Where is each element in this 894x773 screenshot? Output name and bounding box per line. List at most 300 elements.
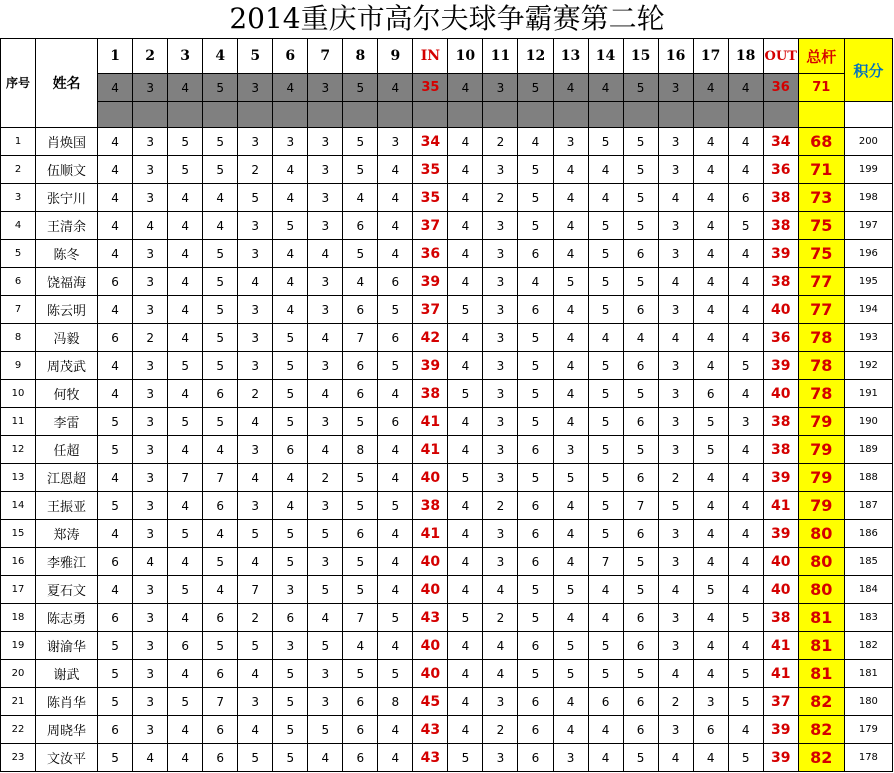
hole-score: 5 bbox=[168, 352, 203, 380]
hole-score: 5 bbox=[238, 632, 273, 660]
hole-score: 2 bbox=[483, 492, 518, 520]
hole-score: 3 bbox=[133, 296, 168, 324]
hole-score: 5 bbox=[588, 212, 623, 240]
hole-score: 5 bbox=[518, 604, 553, 632]
hole-score: 5 bbox=[273, 660, 308, 688]
seq-cell: 18 bbox=[1, 604, 36, 632]
hole-score: 4 bbox=[693, 660, 728, 688]
hole-score: 6 bbox=[623, 632, 658, 660]
seq-cell: 9 bbox=[1, 352, 36, 380]
player-name: 冯毅 bbox=[36, 324, 98, 352]
table-row bbox=[1, 660, 893, 688]
player-rows bbox=[1, 128, 893, 772]
hole-score: 3 bbox=[133, 380, 168, 408]
total-score: 75 bbox=[798, 240, 844, 268]
table-row bbox=[1, 548, 893, 576]
hole-score: 4 bbox=[693, 464, 728, 492]
in-score: 37 bbox=[413, 296, 448, 324]
hole-score: 6 bbox=[203, 716, 238, 744]
hole-score: 3 bbox=[483, 436, 518, 464]
hole-score: 5 bbox=[588, 632, 623, 660]
hole-score: 4 bbox=[448, 660, 483, 688]
blank-cell bbox=[448, 102, 483, 128]
hole-score: 4 bbox=[728, 548, 763, 576]
hole-score: 4 bbox=[693, 604, 728, 632]
seq-cell: 10 bbox=[1, 380, 36, 408]
hole-score: 3 bbox=[133, 464, 168, 492]
hole-score: 6 bbox=[518, 436, 553, 464]
hole-score: 6 bbox=[623, 716, 658, 744]
hole-score: 5 bbox=[623, 744, 658, 772]
out-score: 40 bbox=[763, 296, 798, 324]
total-header: 总杆 bbox=[798, 39, 844, 74]
player-name: 肖焕国 bbox=[36, 128, 98, 156]
hole-score: 6 bbox=[98, 716, 133, 744]
hole-score: 3 bbox=[553, 436, 588, 464]
hole-score: 5 bbox=[273, 548, 308, 576]
out-score: 41 bbox=[763, 492, 798, 520]
hole-score: 2 bbox=[308, 464, 343, 492]
hole-score: 3 bbox=[133, 128, 168, 156]
hole-score: 4 bbox=[448, 156, 483, 184]
blank-cell bbox=[203, 102, 238, 128]
player-name: 任超 bbox=[36, 436, 98, 464]
hole-score: 3 bbox=[693, 688, 728, 716]
hole-score: 5 bbox=[518, 576, 553, 604]
hole-score: 4 bbox=[728, 492, 763, 520]
player-name: 周晓华 bbox=[36, 716, 98, 744]
hole-score: 4 bbox=[728, 268, 763, 296]
table-row bbox=[1, 436, 893, 464]
points-cell: 199 bbox=[844, 156, 892, 184]
hole-score: 5 bbox=[588, 128, 623, 156]
hole-score: 3 bbox=[308, 128, 343, 156]
hole-score: 6 bbox=[343, 380, 378, 408]
out-score: 38 bbox=[763, 436, 798, 464]
hole-score: 3 bbox=[308, 156, 343, 184]
hole-score: 3 bbox=[273, 632, 308, 660]
hole-score: 5 bbox=[518, 212, 553, 240]
seq-cell: 15 bbox=[1, 520, 36, 548]
hole-score: 6 bbox=[98, 324, 133, 352]
points-cell: 183 bbox=[844, 604, 892, 632]
player-name: 伍顺文 bbox=[36, 156, 98, 184]
blank-cell bbox=[553, 102, 588, 128]
hole-score: 4 bbox=[553, 240, 588, 268]
hole-score: 3 bbox=[238, 436, 273, 464]
hole-score: 5 bbox=[273, 352, 308, 380]
hole-score: 5 bbox=[98, 688, 133, 716]
hole-score: 6 bbox=[343, 212, 378, 240]
points-cell: 180 bbox=[844, 688, 892, 716]
hole-score: 6 bbox=[98, 604, 133, 632]
hole-score: 3 bbox=[483, 324, 518, 352]
hole-score: 5 bbox=[98, 436, 133, 464]
hole-score: 5 bbox=[98, 492, 133, 520]
hole-score: 3 bbox=[483, 240, 518, 268]
hole-score: 4 bbox=[553, 352, 588, 380]
hole-score: 3 bbox=[238, 128, 273, 156]
blank-cell bbox=[343, 102, 378, 128]
hole-score: 7 bbox=[238, 576, 273, 604]
hole-score: 5 bbox=[623, 268, 658, 296]
hole-score: 5 bbox=[343, 240, 378, 268]
blank-cell bbox=[844, 102, 892, 128]
blank-cell bbox=[273, 102, 308, 128]
hole-score: 4 bbox=[448, 268, 483, 296]
hole-score: 4 bbox=[378, 212, 413, 240]
hole-score: 5 bbox=[378, 352, 413, 380]
total-score: 80 bbox=[798, 576, 844, 604]
hole-score: 5 bbox=[448, 604, 483, 632]
hole-score: 6 bbox=[343, 296, 378, 324]
blank-cell bbox=[658, 102, 693, 128]
table-row bbox=[1, 520, 893, 548]
hole-score: 3 bbox=[133, 604, 168, 632]
seq-cell: 4 bbox=[1, 212, 36, 240]
player-name: 何牧 bbox=[36, 380, 98, 408]
seq-cell: 16 bbox=[1, 548, 36, 576]
table-row bbox=[1, 240, 893, 268]
out-score: 38 bbox=[763, 604, 798, 632]
hole-score: 6 bbox=[518, 520, 553, 548]
hole-score: 4 bbox=[448, 492, 483, 520]
hole-score: 4 bbox=[203, 212, 238, 240]
hole-score: 6 bbox=[623, 408, 658, 436]
hole-score: 5 bbox=[238, 184, 273, 212]
seq-header: 序号 bbox=[1, 39, 36, 128]
in-score: 45 bbox=[413, 688, 448, 716]
hole-score: 5 bbox=[203, 268, 238, 296]
out-header: OUT bbox=[763, 39, 798, 74]
hole-score: 5 bbox=[343, 464, 378, 492]
hole-score: 5 bbox=[168, 408, 203, 436]
hole-header: 13 bbox=[553, 39, 588, 74]
table-row bbox=[1, 268, 893, 296]
hole-score: 4 bbox=[728, 436, 763, 464]
total-score: 82 bbox=[798, 744, 844, 772]
seq-cell: 21 bbox=[1, 688, 36, 716]
hole-score: 5 bbox=[308, 520, 343, 548]
hole-score: 6 bbox=[203, 492, 238, 520]
hole-score: 5 bbox=[518, 324, 553, 352]
hole-score: 3 bbox=[133, 268, 168, 296]
hole-score: 2 bbox=[483, 184, 518, 212]
hole-score: 6 bbox=[518, 716, 553, 744]
blank-cell bbox=[378, 102, 413, 128]
total-score: 71 bbox=[798, 156, 844, 184]
hole-score: 5 bbox=[553, 268, 588, 296]
hole-score: 4 bbox=[693, 212, 728, 240]
table-row bbox=[1, 352, 893, 380]
hole-score: 7 bbox=[343, 604, 378, 632]
hole-score: 4 bbox=[728, 380, 763, 408]
hole-score: 4 bbox=[98, 240, 133, 268]
total-score: 68 bbox=[798, 128, 844, 156]
hole-score: 4 bbox=[658, 744, 693, 772]
hole-score: 4 bbox=[133, 744, 168, 772]
hole-score: 5 bbox=[203, 128, 238, 156]
hole-score: 4 bbox=[98, 296, 133, 324]
hole-score: 5 bbox=[728, 660, 763, 688]
hole-score: 4 bbox=[343, 632, 378, 660]
seq-cell: 11 bbox=[1, 408, 36, 436]
hole-score: 4 bbox=[98, 380, 133, 408]
table-row bbox=[1, 604, 893, 632]
hole-score: 4 bbox=[273, 184, 308, 212]
hole-score: 4 bbox=[483, 632, 518, 660]
hole-score: 4 bbox=[168, 548, 203, 576]
hole-score: 3 bbox=[483, 464, 518, 492]
hole-score: 5 bbox=[343, 156, 378, 184]
hole-score: 4 bbox=[168, 744, 203, 772]
hole-score: 4 bbox=[168, 436, 203, 464]
hole-score: 4 bbox=[378, 184, 413, 212]
hole-score: 3 bbox=[308, 688, 343, 716]
hole-score: 4 bbox=[98, 128, 133, 156]
points-cell: 188 bbox=[844, 464, 892, 492]
hole-score: 5 bbox=[343, 576, 378, 604]
hole-score: 4 bbox=[448, 240, 483, 268]
hole-score: 6 bbox=[343, 716, 378, 744]
hole-score: 6 bbox=[518, 296, 553, 324]
hole-score: 4 bbox=[168, 212, 203, 240]
in-score: 43 bbox=[413, 716, 448, 744]
hole-score: 4 bbox=[728, 156, 763, 184]
hole-score: 5 bbox=[518, 408, 553, 436]
points-cell: 193 bbox=[844, 324, 892, 352]
hole-score: 3 bbox=[133, 688, 168, 716]
out-score: 39 bbox=[763, 716, 798, 744]
hole-score: 4 bbox=[343, 268, 378, 296]
hole-score: 4 bbox=[98, 520, 133, 548]
total-score: 82 bbox=[798, 716, 844, 744]
blank-cell bbox=[623, 102, 658, 128]
hole-score: 3 bbox=[483, 156, 518, 184]
hole-score: 4 bbox=[448, 548, 483, 576]
hole-score: 3 bbox=[658, 436, 693, 464]
hole-score: 3 bbox=[133, 408, 168, 436]
hole-score: 5 bbox=[203, 352, 238, 380]
player-name: 饶福海 bbox=[36, 268, 98, 296]
hole-score: 4 bbox=[693, 240, 728, 268]
hole-score: 4 bbox=[728, 716, 763, 744]
seq-cell: 6 bbox=[1, 268, 36, 296]
par-cell: 3 bbox=[133, 74, 168, 102]
hole-score: 4 bbox=[308, 604, 343, 632]
hole-header: 15 bbox=[623, 39, 658, 74]
seq-cell: 1 bbox=[1, 128, 36, 156]
hole-score: 5 bbox=[553, 464, 588, 492]
hole-score: 4 bbox=[553, 408, 588, 436]
hole-score: 4 bbox=[728, 128, 763, 156]
hole-score: 4 bbox=[98, 352, 133, 380]
table-row bbox=[1, 128, 893, 156]
par-cell: 4 bbox=[378, 74, 413, 102]
hole-score: 3 bbox=[308, 184, 343, 212]
hole-score: 6 bbox=[378, 324, 413, 352]
player-name: 谢武 bbox=[36, 660, 98, 688]
hole-score: 6 bbox=[728, 184, 763, 212]
hole-score: 6 bbox=[623, 240, 658, 268]
hole-score: 4 bbox=[693, 352, 728, 380]
hole-score: 4 bbox=[273, 296, 308, 324]
blank-cell bbox=[693, 102, 728, 128]
hole-score: 2 bbox=[658, 464, 693, 492]
hole-score: 5 bbox=[98, 408, 133, 436]
points-cell: 181 bbox=[844, 660, 892, 688]
hole-score: 5 bbox=[588, 660, 623, 688]
hole-score: 4 bbox=[448, 408, 483, 436]
hole-score: 3 bbox=[133, 716, 168, 744]
hole-score: 4 bbox=[168, 240, 203, 268]
hole-score: 3 bbox=[308, 212, 343, 240]
name-header: 姓名 bbox=[36, 39, 98, 128]
hole-score: 5 bbox=[203, 240, 238, 268]
total-score: 78 bbox=[798, 324, 844, 352]
in-score: 34 bbox=[413, 128, 448, 156]
hole-score: 2 bbox=[658, 688, 693, 716]
hole-score: 5 bbox=[588, 492, 623, 520]
points-cell: 178 bbox=[844, 744, 892, 772]
hole-score: 4 bbox=[308, 240, 343, 268]
hole-score: 6 bbox=[203, 744, 238, 772]
hole-score: 5 bbox=[693, 576, 728, 604]
hole-score: 3 bbox=[308, 408, 343, 436]
hole-score: 5 bbox=[518, 464, 553, 492]
hole-score: 4 bbox=[168, 268, 203, 296]
hole-score: 4 bbox=[168, 380, 203, 408]
hole-score: 3 bbox=[658, 352, 693, 380]
hole-score: 4 bbox=[378, 464, 413, 492]
in-score: 40 bbox=[413, 548, 448, 576]
hole-score: 4 bbox=[203, 576, 238, 604]
blank-row bbox=[1, 102, 893, 128]
hole-header: 6 bbox=[273, 39, 308, 74]
points-cell: 187 bbox=[844, 492, 892, 520]
hole-score: 5 bbox=[203, 632, 238, 660]
hole-score: 4 bbox=[553, 548, 588, 576]
player-name: 张宁川 bbox=[36, 184, 98, 212]
hole-score: 3 bbox=[658, 212, 693, 240]
out-score: 36 bbox=[763, 156, 798, 184]
hole-score: 5 bbox=[658, 492, 693, 520]
in-score: 40 bbox=[413, 576, 448, 604]
hole-score: 3 bbox=[133, 436, 168, 464]
hole-score: 4 bbox=[98, 212, 133, 240]
hole-header: 12 bbox=[518, 39, 553, 74]
table-row bbox=[1, 184, 893, 212]
hole-score: 4 bbox=[238, 716, 273, 744]
hole-score: 3 bbox=[553, 744, 588, 772]
hole-score: 4 bbox=[203, 520, 238, 548]
hole-score: 5 bbox=[168, 128, 203, 156]
hole-header: 3 bbox=[168, 39, 203, 74]
hole-score: 5 bbox=[343, 548, 378, 576]
hole-score: 3 bbox=[133, 492, 168, 520]
hole-score: 5 bbox=[623, 380, 658, 408]
hole-header: 11 bbox=[483, 39, 518, 74]
hole-score: 3 bbox=[238, 324, 273, 352]
par-cell: 4 bbox=[448, 74, 483, 102]
score-table bbox=[0, 38, 893, 772]
hole-score: 8 bbox=[343, 436, 378, 464]
par-cell: 4 bbox=[273, 74, 308, 102]
hole-score: 4 bbox=[168, 324, 203, 352]
hole-score: 3 bbox=[133, 184, 168, 212]
hole-score: 3 bbox=[658, 408, 693, 436]
in-score: 40 bbox=[413, 632, 448, 660]
hole-score: 4 bbox=[308, 436, 343, 464]
hole-score: 4 bbox=[693, 128, 728, 156]
hole-score: 4 bbox=[378, 156, 413, 184]
in-header: IN bbox=[413, 39, 448, 74]
hole-score: 4 bbox=[553, 688, 588, 716]
par-cell: 4 bbox=[168, 74, 203, 102]
player-name: 陈肖华 bbox=[36, 688, 98, 716]
hole-score: 6 bbox=[518, 688, 553, 716]
hole-score: 4 bbox=[588, 156, 623, 184]
points-cell: 182 bbox=[844, 632, 892, 660]
table-row bbox=[1, 688, 893, 716]
hole-score: 4 bbox=[693, 156, 728, 184]
hole-score: 3 bbox=[238, 352, 273, 380]
hole-score: 5 bbox=[623, 548, 658, 576]
in-score: 42 bbox=[413, 324, 448, 352]
hole-score: 2 bbox=[483, 128, 518, 156]
hole-score: 3 bbox=[238, 688, 273, 716]
hole-score: 5 bbox=[518, 156, 553, 184]
hole-score: 4 bbox=[658, 268, 693, 296]
hole-score: 5 bbox=[308, 632, 343, 660]
hole-score: 5 bbox=[273, 212, 308, 240]
hole-score: 3 bbox=[483, 548, 518, 576]
seq-cell: 7 bbox=[1, 296, 36, 324]
out-score: 40 bbox=[763, 576, 798, 604]
hole-score: 4 bbox=[448, 632, 483, 660]
total-score: 81 bbox=[798, 660, 844, 688]
hole-score: 4 bbox=[448, 436, 483, 464]
hole-score: 4 bbox=[343, 184, 378, 212]
hole-score: 5 bbox=[623, 576, 658, 604]
par-in-cell: 35 bbox=[413, 74, 448, 102]
hole-score: 4 bbox=[728, 576, 763, 604]
hole-score: 6 bbox=[693, 380, 728, 408]
out-score: 39 bbox=[763, 744, 798, 772]
hole-score: 5 bbox=[98, 660, 133, 688]
player-name: 陈云明 bbox=[36, 296, 98, 324]
hole-score: 2 bbox=[483, 604, 518, 632]
hole-score: 3 bbox=[133, 632, 168, 660]
hole-score: 2 bbox=[238, 380, 273, 408]
hole-score: 4 bbox=[728, 324, 763, 352]
seq-cell: 19 bbox=[1, 632, 36, 660]
hole-score: 6 bbox=[623, 688, 658, 716]
in-score: 35 bbox=[413, 184, 448, 212]
hole-score: 5 bbox=[518, 184, 553, 212]
seq-cell: 17 bbox=[1, 576, 36, 604]
hole-score: 5 bbox=[623, 128, 658, 156]
out-score: 40 bbox=[763, 548, 798, 576]
out-score: 39 bbox=[763, 352, 798, 380]
hole-header: 18 bbox=[728, 39, 763, 74]
total-score: 80 bbox=[798, 548, 844, 576]
hole-score: 5 bbox=[203, 408, 238, 436]
hole-score: 7 bbox=[168, 464, 203, 492]
seq-cell: 22 bbox=[1, 716, 36, 744]
hole-score: 6 bbox=[623, 296, 658, 324]
hole-score: 6 bbox=[343, 744, 378, 772]
